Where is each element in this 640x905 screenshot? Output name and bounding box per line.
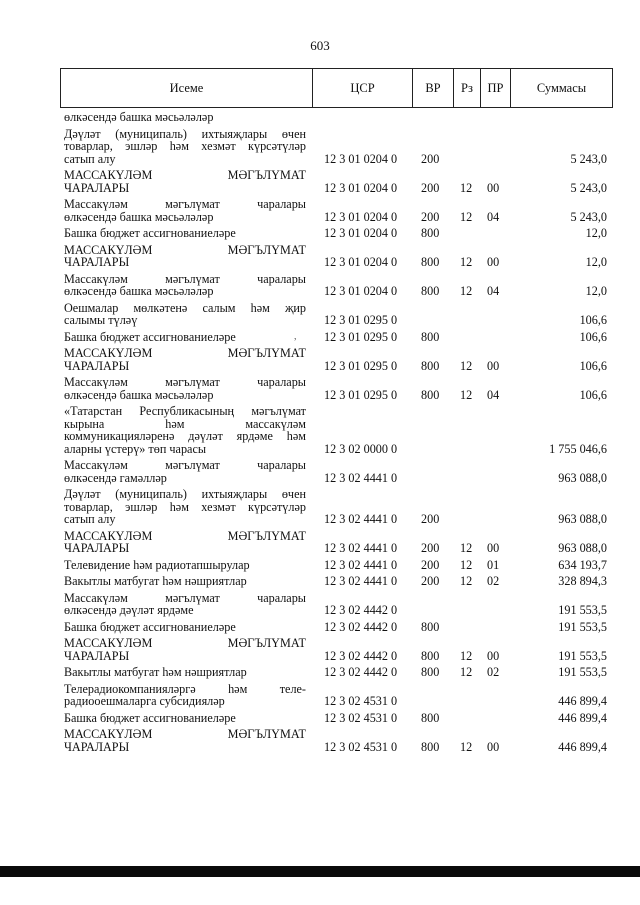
table-row [60,575,613,588]
header-name: Исеме [169,81,204,95]
row-name-line: Массакүләм мәгълүмат чаралары [64,197,306,211]
cell-vr: 200 [421,512,440,526]
row-name-line: МАССАКҮЛӘМ МӘГЪЛҮМАТ [64,346,306,360]
cell-vr: 800 [421,255,440,269]
cell-sum: 191 553,5 [558,603,607,617]
header-pr: ПР [480,69,510,107]
cell-sum: 106,6 [579,387,607,402]
table-row [60,273,613,298]
table-row [60,198,613,223]
row-name [64,592,306,617]
cell-sum: 191 553,5 [558,619,607,634]
cell-sum: 328 894,3 [558,574,607,588]
row-name [64,459,306,484]
cell-pr: 01 [487,557,500,572]
cell-sum: 106,6 [579,329,607,344]
cell-rz: 12 [460,358,473,373]
table-row [60,728,613,753]
cell-vr: 800 [421,329,440,344]
budget-table [60,68,613,753]
cell-vr: 800 [421,648,440,663]
cell-vr: 800 [421,665,440,679]
cell-csr: 12 3 01 0204 0 [324,284,398,298]
table-header [60,68,613,108]
cell-pr: 00 [487,739,500,754]
row-name [64,666,306,679]
cell-sum: 963 088,0 [558,470,607,485]
cell-vr: 200 [421,574,440,588]
cell-rz: 12 [460,665,473,679]
cell-rz: 12 [460,209,473,224]
row-name [64,111,306,124]
row-name [64,376,306,401]
cell-csr: 12 3 02 4531 0 [324,694,398,708]
cell-sum: 106,6 [579,358,607,373]
row-name-line: өлкәсендә башка мәсьәләләр [64,110,214,124]
row-name-line: Вакытлы матбугат һәм нәшриятлар [64,665,247,679]
table-row [60,459,613,484]
row-name-line: Башка бюджет ассигнованиеләре [64,710,236,725]
row-name-line: Телерадиокомпанияләргә һәм теле- [64,681,306,696]
cell-sum: 12,0 [585,255,607,269]
table-row [60,712,613,725]
row-name-line: өлкәсендә башка мәсьәләләр [64,209,214,224]
cell-pr: 00 [487,648,500,663]
cell-pr: 04 [487,209,500,224]
cell-vr: 800 [421,387,440,402]
cell-csr: 12 3 02 4441 0 [324,512,398,526]
page-number: 603 [310,38,330,53]
cell-rz: 12 [460,557,473,572]
cell-sum: 963 088,0 [558,512,607,526]
row-name [64,712,306,725]
cell-sum: 5 243,0 [570,209,607,224]
table-row [60,637,613,662]
cell-rz: 12 [460,284,473,298]
row-name-line: Дәүләт (муниципаль) ихтыяҗлары өчен [64,487,306,501]
cell-rz: 12 [460,739,473,754]
table-body [60,111,613,753]
cell-csr: 12 3 01 0204 0 [324,180,398,195]
row-name-line: коммуникацияләренә дәүләт ярдәме һәм [64,429,306,443]
row-name-line: өлкәсендә гамәлләр [64,470,167,485]
row-name-line: Башка бюджет ассигнованиеләре [64,226,236,240]
row-name-line: өлкәсендә дәүләт ярдәме [64,603,194,617]
row-name-line: МАССАКҮЛӘМ МӘГЪЛҮМАТ [64,636,306,650]
row-name-line: Дәүләт (муниципаль) ихтыяҗлары өчен [64,126,306,141]
table-row [60,347,613,372]
scan-mark: , [294,331,297,342]
row-name [64,227,306,240]
table-row [60,376,613,401]
cell-pr: 04 [487,387,500,402]
cell-csr: 12 3 01 0295 0 [324,329,398,344]
row-name [64,683,306,708]
table-row [60,683,613,708]
row-name-line: Массакүләм мәгълүмат чаралары [64,375,306,389]
cell-csr: 12 3 02 4442 0 [324,648,398,663]
row-name-line: аларны үстерү» төп чарасы [64,441,207,456]
row-name-line: ЧАРАЛАРЫ [64,358,130,373]
row-name-line: Массакүләм мәгълүмат чаралары [64,271,306,286]
table-row [60,592,613,617]
row-name-line: ЧАРАЛАРЫ [64,255,130,269]
cell-sum: 963 088,0 [558,541,607,555]
row-name-line: МАССАКҮЛӘМ МӘГЪЛҮМАТ [64,168,306,182]
table-row [60,331,613,344]
row-name-line: Массакүләм мәгълүмат чаралары [64,590,306,605]
cell-sum: 446 899,4 [558,739,607,754]
cell-csr: 12 3 02 4441 0 [324,557,398,572]
table-row [60,128,613,166]
cell-pr: 02 [487,665,500,679]
table-row [60,169,613,194]
cell-sum: 12,0 [585,226,607,240]
cell-rz: 12 [460,541,473,555]
cell-csr: 12 3 02 4441 0 [324,470,398,485]
cell-vr: 200 [421,151,440,166]
cell-vr: 800 [421,710,440,725]
cell-csr: 12 3 02 4531 0 [324,710,398,725]
cell-csr: 12 3 01 0204 0 [324,209,398,224]
row-name [64,128,306,166]
row-name [64,405,306,455]
cell-csr: 12 3 01 0204 0 [324,255,398,269]
cell-sum: 634 193,7 [558,557,607,572]
cell-vr: 200 [421,557,440,572]
cell-vr: 800 [421,619,440,634]
table-row [60,111,613,124]
row-name-line: «Татарстан Республикасының мәгълүмат [64,404,306,418]
row-name-line: товарлар, эшләр һәм хезмәт күрсәтүләр [64,139,306,153]
cell-csr: 12 3 02 4441 0 [324,574,398,588]
row-name [64,530,306,555]
table-row [60,621,613,634]
row-name-line: Башка бюджет ассигнованиеләре [64,329,236,344]
row-name [64,331,306,344]
cell-vr: 800 [421,284,440,298]
row-name-line: МАССАКҮЛӘМ МӘГЪЛҮМАТ [64,528,306,543]
row-name [64,347,306,372]
row-name-line: ЧАРАЛАРЫ [64,648,130,663]
cell-sum: 191 553,5 [558,665,607,679]
cell-rz: 12 [460,255,473,269]
header-sum: Суммасы [510,69,612,107]
cell-vr: 800 [421,358,440,373]
row-name-line: сатып алу [64,151,116,166]
row-name-line: сатып алу [64,512,116,526]
row-name [64,244,306,269]
row-name [64,273,306,298]
cell-sum: 191 553,5 [558,648,607,663]
cell-vr: 800 [421,739,440,754]
cell-csr: 12 3 02 4442 0 [324,665,398,679]
cell-csr: 12 3 02 4441 0 [324,541,398,555]
cell-pr: 02 [487,574,500,588]
table-row [60,405,613,455]
cell-csr: 12 3 01 0204 0 [324,226,398,240]
cell-rz: 12 [460,574,473,588]
cell-pr: 00 [487,255,500,269]
header-csr: ЦСР [312,69,412,107]
cell-pr: 04 [487,284,500,298]
table-row [60,302,613,327]
cell-sum: 446 899,4 [558,694,607,708]
header-rz: Рз [453,69,480,107]
row-name-line: ЧАРАЛАРЫ [64,180,130,195]
cell-csr: 12 3 02 0000 0 [324,441,398,456]
cell-pr: 00 [487,180,500,195]
row-name-line: МАССАКҮЛӘМ МӘГЪЛҮМАТ [64,727,306,741]
row-name-line: кырына һәм массакүләм [64,416,306,431]
row-name [64,302,306,327]
table-row [60,530,613,555]
header-vr: ВР [412,69,453,107]
cell-sum: 5 243,0 [570,151,607,166]
cell-vr: 200 [421,209,440,224]
row-name [64,559,306,572]
row-name [64,728,306,753]
cell-pr: 00 [487,541,500,555]
table-row [60,666,613,679]
row-name-line: Башка бюджет ассигнованиеләре [64,619,236,634]
cell-rz: 12 [460,180,473,195]
table-row [60,488,613,526]
page-bottom-bar [0,866,640,877]
cell-vr: 200 [421,180,440,195]
cell-csr: 12 3 01 0295 0 [324,313,398,327]
table-row [60,559,613,572]
cell-csr: 12 3 01 0204 0 [324,151,398,166]
cell-csr: 12 3 01 0295 0 [324,387,398,402]
row-name-line: товарлар, эшләр һәм хезмәт күрсәтүләр [64,499,306,514]
row-name-line: Телевидение һәм радиотапшырулар [64,557,250,572]
cell-csr: 12 3 02 4442 0 [324,603,398,617]
row-name-line: ЧАРАЛАРЫ [64,739,130,754]
row-name [64,575,306,588]
cell-csr: 12 3 02 4531 0 [324,739,398,754]
row-name [64,198,306,223]
cell-sum: 1 755 046,6 [549,441,607,456]
row-name-line: өлкәсендә башка мәсьәләләр [64,284,214,298]
cell-csr: 12 3 02 4442 0 [324,619,398,634]
cell-vr: 800 [421,226,440,240]
row-name-line: салымы түләү [64,313,138,327]
row-name-line: Оешмалар мөлкәтенә салым һәм җир [64,300,306,315]
cell-sum: 446 899,4 [558,710,607,725]
cell-rz: 12 [460,648,473,663]
row-name [64,169,306,194]
table-row [60,227,613,240]
cell-rz: 12 [460,387,473,402]
cell-sum: 12,0 [585,284,607,298]
row-name [64,488,306,526]
row-name [64,637,306,662]
cell-vr: 200 [421,541,440,555]
row-name-line: радиооешмаларга субсидияләр [64,694,225,708]
cell-sum: 5 243,0 [570,180,607,195]
row-name [64,621,306,634]
row-name-line: МАССАКҮЛӘМ МӘГЪЛҮМАТ [64,242,306,257]
row-name-line: өлкәсендә башка мәсьәләләр [64,387,214,402]
row-name-line: Вакытлы матбугат һәм нәшриятлар [64,574,247,588]
row-name-line: Массакүләм мәгълүмат чаралары [64,458,306,472]
cell-sum: 106,6 [579,313,607,327]
cell-csr: 12 3 01 0295 0 [324,358,398,373]
table-row [60,244,613,269]
row-name-line: ЧАРАЛАРЫ [64,541,130,555]
cell-pr: 00 [487,358,500,373]
